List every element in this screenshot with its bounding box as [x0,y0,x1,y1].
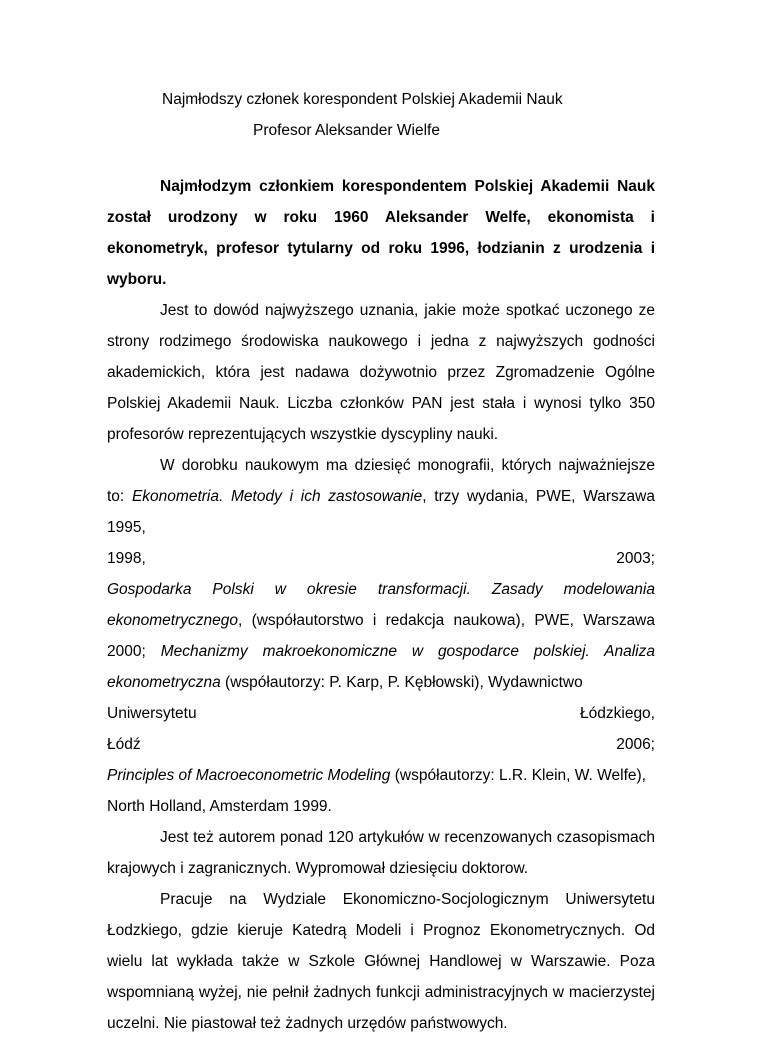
bib-line-3 [107,760,655,791]
bib-line-years [107,543,655,574]
book-4-details: (współautorzy: L.R. Klein, W. Welfe), [390,767,646,784]
title-line-2: Profesor Aleksander Wielfe [253,122,440,139]
book-title-3: Mechanizmy makroekonomiczne w gospodarce polskiej. Analiza ekonometryczna [107,643,655,691]
year-1998: 1998, [107,550,146,567]
city-lodz: Łódź [107,736,141,753]
paragraph-articles: Jest też autorem ponad 120 artykułów w recenzowanych czasopismach krajowych i zagranicznych. Wypromował dziesięciu doktorow. [107,829,655,877]
document-page [107,84,655,1039]
year-2006: 2006; [616,736,655,753]
book-2-details: , (współautorstwo i redakcja naukowa), PWE, Warszawa 2000; [107,612,655,660]
bib-line-2 [107,574,655,698]
title-spacer [107,146,655,171]
book-title-4: Principles of Macroeconometric Modeling [107,767,391,784]
bib-lead: W dorobku naukowym ma dziesięć monografii, których najważniejsze to: [107,457,655,505]
bib-line-lodz [107,729,655,760]
bib-line-4: North Holland, Amsterdam 1999. [107,798,332,815]
uni-word-b: Łódzkiego, [580,705,655,722]
book-title-1: Ekonometria. Metody i ich zastosowanie [131,488,423,505]
book-1-details: , trzy wydania, PWE, Warszawa 1995, [107,488,655,536]
bib-line-1 [107,450,655,543]
book-title-2: Gospodarka Polski w okresie transformacji. Zasady modelowania ekonometrycznego [107,581,655,629]
bib-line-uni [107,698,655,729]
intro-paragraph: Najmłodzym członkiem korespondentem Polskiej Akademii Nauk został urodzony w roku 1960 Aleksander Welfe, ekonomista i ekonometryk, profesor tytularny od roku 1996, łodzianin z urodzenia i wyboru. [107,178,655,288]
uni-word-a: Uniwersytetu [107,705,197,722]
title-line-1: Najmłodszy członek korespondent Polskiej Akademii Nauk [162,91,563,108]
paragraph-recognition: Jest to dowód najwyższego uznania, jakie może spotkać uczonego ze strony rodzimego środowiska naukowego i jedna z najwyższych godności akademickich, która jest nadawa dożywotnio przez Zgromadzenie Ogólne Polskiej Akademii Nauk. Liczba członków PAN jest stała i wynosi tylko 350 profesorów reprezentujących wszystkie dyscypliny nauki. [107,302,655,443]
year-2003: 2003; [616,550,655,567]
paragraph-bibliography [107,450,655,822]
book-3-details: (współautorzy: P. Karp, P. Kębłowski), Wydawnictwo [220,674,583,691]
paragraph-affiliation: Pracuje na Wydziale Ekonomiczno-Socjologicznym Uniwersytetu Łodzkiego, gdzie kieruje Katedrą Modeli i Prognoz Ekonometrycznych. Od wielu lat wykłada także w Szkole Głównej Handlowej w Warszawie. Poza wspomnianą wyżej, nie pełnił żadnych funkcji administracyjnych w macierzystej uczelni. Nie piastował też żadnych urzędów państwowych. [107,891,655,1032]
